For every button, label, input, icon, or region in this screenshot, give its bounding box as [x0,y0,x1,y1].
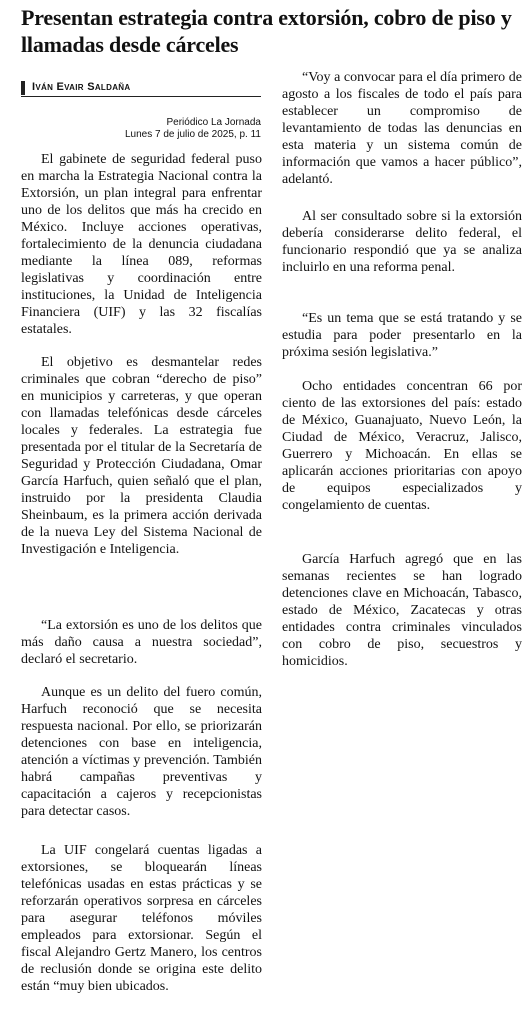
source-publication: Periódico La Jornada [166,117,261,128]
paragraph: La UIF congelará cuentas ligadas a extorsiones, se bloquearán líneas telefónicas usadas en estas prácticas y se reforzarán operativos sorpresa en cárceles para asegurar teléfonos móviles empleados para extorsionar. Según el fiscal Alejandro Gertz Manero, los centros de reclusión donde se origina este delito están “muy bien ubicados. [21,843,262,994]
paragraph: Ocho entidades concentran 66 por ciento de las extorsiones del país: estado de México, Guanajuato, Nuevo León, la Ciudad de México, Veracruz, Jalisco, Guerrero y Michoacán. En ellas se aplicarán acciones prioritarias con apoyo de equipos especializados y congelamiento de cuentas. [282,379,522,513]
paragraph: “Voy a convocar para el día primero de agosto a los fiscales de todo el país para establecer un compromiso de levantamiento de todas las denuncias en esta materia y un sistema común de información que vamos a hacer público”, adelantó. [282,70,522,187]
paragraph: “Es un tema que se está tratando y se estudia para poder presentarlo en la próxima sesión legislativa.” [282,311,522,360]
paragraph: Al ser consultado sobre si la extorsión debería considerarse delito federal, el funcionario respondió que ya se analiza incluirlo en una reforma penal. [282,209,522,275]
headline: Presentan estrategia contra extorsión, cobro de piso y llamadas desde cárceles [21,5,512,57]
paragraph: Aunque es un delito del fuero común, Harfuch reconoció que se necesita respuesta nacional. Por ello, se priorizarán detenciones con base en inteligencia, atención a víctimas y prevención. También habrá campañas preventivas y capacitación a cajeros y recepcionistas para detectar casos. [21,685,262,819]
paragraph: “La extorsión es uno de los delitos que más daño causa a nuestra sociedad”, declaró el secretario. [21,618,262,667]
paragraph: El objetivo es desmantelar redes criminales que cobran “derecho de piso” en municipios y carreteras, y que operan con llamadas telefónicas desde cárceles locales y federales. La estrategia fue presentada por el titular de la Secretaría de Seguridad y Protección Ciudadana, Omar García Harfuch, quien señaló que el plan, instruido por la presidenta Claudia Sheinbaum, es la primera acción derivada de la nueva Ley del Sistema Nacional de Investigación e Inteligencia. [21,355,262,557]
paragraph: El gabinete de seguridad federal puso en marcha la Estrategia Nacional contra la Extorsión, un plan integral para enfrentar uno de los delitos que más ha crecido en México. Incluye acciones operativas, fortalecimiento de la denuncia ciudadana mediante la línea 089, reformas legislativas y coordinación entre instituciones, la Unidad de Inteligencia Financiera (UIF) y las 32 fiscalías estatales. [21,152,262,337]
source-date: Lunes 7 de julio de 2025, p. 11 [124,129,261,140]
author-name: Iván Evair Saldaña [32,81,131,93]
paragraph: García Harfuch agregó que en las semanas recientes se han logrado detenciones clave en Michoacán, Tabasco, estado de México, Zacatecas y otras entidades contra criminales vinculados con cobro de piso, secuestros y homicidios. [282,552,522,669]
byline-marker [21,81,25,95]
byline [21,80,261,97]
